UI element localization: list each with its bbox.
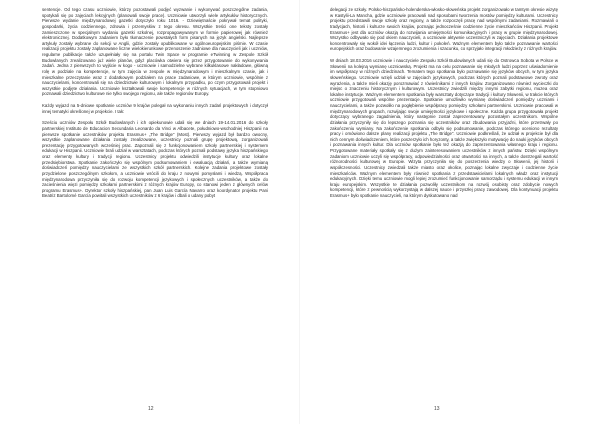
right-paragraph-1: delegacji ze szkoły. Polsko-hiszpańsko-holenderska-włosko-słoweńska projekt zorganizowało w tamtym okresie wizytę w Kastylii-La Mancha, gdzie uczniowie pracowali nad sposobami tworzenia mostów pomiędzy kulturami. Uczestnicy projektu przedstawili swoje szkoły oraz regiony, a także rozpoczęli pracę nad wspólnymi zadaniami. Rozmawiali o tradycjach, historii i kulturze swoich krajów, poznając jednocześnie codzienne życie mieszkańców Hiszpanii. Projekt Erasmus+ jest dla uczniów okazją do rozwijania umiejętności komunikacyjnych i pracy w grupie międzynarodowej. Wszystko odbywało się pod okiem nauczycieli, a uczniowie aktywnie uczestniczyli w zajęciach. Działania projektowe koncentrowały się wokół idei łączenia ludzi, kultur i pokoleń. Ważnym elementem było także poznawanie wartości europejskich oraz budowanie wzajemnego zrozumienia i szacunku, co sprzyjało integracji młodzieży z różnych krajów. bbox=[330, 7, 558, 52]
right-paragraph-2: W dniach 18.03.2016 uczniowie i nauczyciele Zespołu Szkół Budowlanych udali się do Ostrowca Sobota w Polsce w Słowenii na kolejną wymianę uczniowską. Projekt ma na celu poznawanie się młodych ludzi poprzez uświadomienie im współpracy w różnych dziedzinach. Tematem tego spotkania było poznawanie się języków obcych, w tym języka słoweńskiego. Uczniowie wzięli udział w zajęciach językowych, podczas których poznali podstawowe zwroty oraz wyrażenia, a także mieli okazję porozmawiać z rówieśnikami z innych krajów. Zorganizowano również wycieczki do miejsc o znaczeniu historycznym i kulturowym. Uczestnicy zwiedzili między innymi zabytki regionu, muzea oraz lokalne instytucje. Ważnym elementem spotkania były warsztaty dotyczące tradycji i kultury Słowenii, w trakcie których uczniowie przygotowali wspólne prezentacje. Spotkanie umożliwiło wymianę doświadczeń pomiędzy uczniami i nauczycielami, a także pozwoliło na pogłębienie współpracy pomiędzy szkołami partnerskimi. Uczniowie pracowali w międzynarodowych grupach, rozwijając swoje umiejętności językowe i społeczne. Każda grupa przygotowała projekt dotyczący wybranego zagadnienia, który następnie został zaprezentowany pozostałym uczestnikom. Wspólne działania przyczyniły się do lepszego poznania się uczestników oraz zbudowania przyjaźni, które przetrwały po zakończeniu wymiany. Na zakończenie spotkania odbyło się podsumowanie, podczas którego oceniono rezultaty pracy i omówiono dalsze plany realizacji projektu „The Bridge”. Uczniowie podkreślali, że udział w projekcie był dla nich cennym doświadczeniem, które poszerzyło ich horyzonty, a także zwiększyło motywację do nauki języków obcych i poznawania innych kultur. Dla uczniów spotkanie było też okazją do zaprezentowania własnego kraju i regionu. Przygotowane materiały spotkały się z dużym zainteresowaniem uczestników z innych państw. Dzięki wspólnym zadaniom uczniowie uczyli się współpracy, odpowiedzialności oraz otwartości na innych, a także dostrzegali wartość różnorodności kulturowej w Europie. Wizyta przyczyniła się do poszerzenia wiedzy o Słowenii, jej historii i współczesności. Uczestnicy zwiedzali także miasto oraz okolice, poznając lokalne zwyczaje i codzienne życie mieszkańców. Ważnym elementem były również spotkania z przedstawicielami lokalnych władz oraz instytucji edukacyjnych. Dzięki temu uczniowie mogli lepiej zrozumieć funkcjonowanie samorządu i systemu edukacji w innym kraju europejskim. Wszystkie te działania pozwoliły uczestnikom na rozwój osobisty oraz zdobycie nowych kompetencji, które z pewnością wykorzystają w dalszej nauce i przyszłej pracy zawodowej. Dla kontynuacji projektu Erasmus+ było spotkanie nauczycieli, na którym dyskutowano nad bbox=[330, 58, 558, 198]
right-text-column bbox=[330, 7, 558, 402]
left-paragraph-1: sentencje. Od tego czasu uczniowie, którzy pozostawali podjęć wyzwanie i wykonywać poszczególne zadania, spotykali się po zajęciach lekcyjnych (planowali swoje prace). Uczniowie utworzyli wiele artykułów historycznych. Pierwsze wydanie międzynarodowej gazetki dotyczyło roku 1016. - Dziewiętnaście pokrywał temat polityki, gospodarki, życia codziennego, zdrowia i przemysłów z tego okresu. Wszystkie treści one teksty zostały zamieszczone w specjalnym wydaniu gazetki szkolnej, rozpropagowywanym w formie papierowej jak również elektronicznej. Dodatkowym zadaniem było tłumaczenie powstałych form pisanych na język angielski. Najlepsze artykuły zostały wybrane do sekcji w Anglii, gdzie zostały opublikowane w ogólnoeuropejskim piśmie. W czasie realizacji projektu zostały zaplanowane liczne wielokierunkowe przenoszenie zadniowe dla nauczycieli jak i uczniów, regularne publikacje także uzupełniały się na portalu Twin Space w programie eTwinning w Zespole Szkół Budowlanych zrealizowano już wiele planów, gdyż placówka otwiera się przez przygotowanie do wykonywania zadań. Jedna z pierwszych to wyjście w kogo - uczniowie i samodzielne wybrane kilkuklasowe nakładowe, główną rolę w podziale na kompetencje, w tym zajęcia w zespole w międzynarodowym i mieszkalnym czasie, jak i mieszkalne przeczytanie wraz z dodatkowym podziałem na prace zadaniowe, w którym uczniowie, wspólnie z nauczycielami, koncentrowali się na dziedzictwie kulturowym i lokalnym przypadku, po czym przygotowali projekt i wszystkie podjęte działania. Uczniowie kształtowali swoje kompetencje w różnych sytuacjach, w tym stopniowo poznawali dziedzictwo kulturowe nie tylko swojego regionu, ale także regionów Europy. bbox=[42, 7, 268, 97]
left-paragraph-3: Sześciu uczniów Zespołu Szkół Budowlanych i ich opiekunowie udali się we dniach 19-14.01.2016 do szkoły partnerskiej Instituto de Educacion Secundaria Leonardo da Vinci w Albacete, południowo-wschodniej Hiszpanii na pierwsze spotkanie uczestników projektu Erasmus+ „The Bridge” (Most). Pierwszy wyjazd był bardzo owocny, wszystkie zaplanowane działania zostały zrealizowane, uczestnicy poznali grupę projektową, zorganizowali prezentację przygotowanych wcześniej prac. Zapoznali się z funkcjonowaniem szkoły partnerskiej i systemem edukacji w Hiszpanii. Uczniowie brali udział w warsztatach, podczas których poznali podstawy języka hiszpańskiego oraz elementy kultury i tradycji regionu. Uczestnicy projektu odwiedzili instytucje kultury oraz lokalne przedsiębiorstwa. Spotkanie zakończyło się wspólnym podsumowaniem i ewaluacją działań, a także wymianą doświadczeń pomiędzy nauczycielami ze wszystkich szkół partnerskich. Kolejne zadania projektowe zostały przydzielone poszczególnym szkołom, a uczniowie wrócili do kraju z nowymi pomysłami i wiedzą. Współpraca międzynarodowa przyczyniła się do rozwoju kompetencji językowych i społecznych uczestników, a także do zacieśnienia więzi pomiędzy szkołami partnerskimi z różnych krajów Europy, co stanowi jeden z głównych celów programu Erasmus+. Dyrektor szkoły hiszpańskiej, pan Juan Luis García Navarro oraz koordynator projektu Pani Beatriz Bartolomé García powitali wszystkich uczestników z 6 krajów i dbali o udany pobyt bbox=[42, 120, 268, 199]
right-page bbox=[300, 0, 600, 424]
page-number-left: 12 bbox=[148, 406, 154, 412]
left-text-column bbox=[42, 7, 268, 402]
page-number-right: 13 bbox=[434, 406, 440, 412]
left-paragraph-2: Każdy wyjazd na 5-dniowe spotkanie uczniów 9 krajów polegał na wykonaniu innych zadań projektowych i dotyczył innej tematyki określonej w projekcie. I tak: bbox=[42, 103, 268, 114]
